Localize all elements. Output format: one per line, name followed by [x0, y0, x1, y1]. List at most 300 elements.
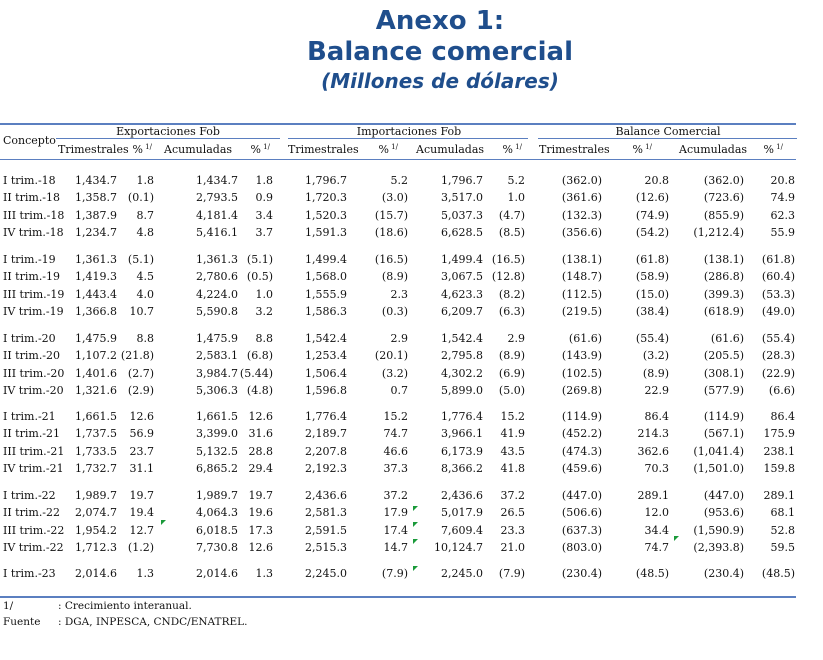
comment-marker-icon [413, 566, 418, 571]
table-cell: (60.4) [761, 270, 795, 284]
table-cell: (55.4) [635, 332, 669, 345]
table-cell: 3.7 [255, 226, 273, 240]
table-cell: 14.7 [383, 541, 408, 555]
note-text: : DGA, INPESCA, CNDC/ENATREL. [58, 616, 248, 628]
units-subtitle: (Millones de dólares) [321, 69, 559, 93]
row-label: I trim.-22 [3, 489, 56, 502]
table-cell: 2.3 [390, 287, 408, 301]
table-cell: (459.6) [561, 462, 602, 476]
table-cell: 19.7 [129, 489, 154, 502]
table-cell: 1,596.8 [305, 384, 347, 398]
table-cell: 12.7 [129, 523, 154, 537]
table-cell: (953.6) [703, 506, 744, 520]
table-cell: 1,989.7 [75, 489, 117, 502]
table-cell: 2,583.1 [196, 349, 238, 363]
row-label: II trim.-20 [3, 349, 61, 363]
table-cell: (5.0) [498, 384, 525, 398]
table-cell: 8.8 [255, 332, 273, 345]
note-key: Fuente [3, 616, 41, 628]
table-cell: 17.4 [383, 523, 408, 537]
table-cell: (5.1) [246, 253, 273, 266]
table-cell: 4.8 [136, 226, 154, 240]
table-rule [288, 138, 528, 139]
table-cell: (3.0) [381, 191, 408, 205]
table-cell: (4.7) [498, 208, 525, 222]
header-pct-symbol: % [502, 143, 513, 156]
row-label: III trim.-22 [3, 523, 65, 537]
table-cell: (2.9) [127, 384, 154, 398]
table-cell: 3,517.0 [441, 191, 483, 205]
table-cell: 12.6 [248, 410, 273, 423]
table-cell: 3,984.7 [196, 366, 238, 380]
table-cell: 1,720.3 [305, 191, 347, 205]
header-concepto: Concepto [3, 134, 56, 147]
table-cell: (2.7) [127, 366, 154, 380]
header-pct [616, 143, 652, 156]
table-cell: 1,107.2 [75, 349, 117, 363]
table-cell: 15.2 [383, 410, 408, 423]
table-cell: (219.5) [561, 305, 602, 319]
table-cell: 20.8 [644, 174, 669, 187]
table-cell: 19.7 [248, 489, 273, 502]
table-cell: 21.0 [500, 541, 525, 555]
header-pct-footnote: 1/ [388, 143, 398, 151]
table-cell: 1,568.0 [305, 270, 347, 284]
table-cell: (8.9) [642, 366, 669, 380]
table-cell: (1,041.4) [693, 444, 744, 458]
table-cell: (8.2) [498, 287, 525, 301]
row-label: II trim.-19 [3, 270, 61, 284]
table-cell: (474.3) [561, 444, 602, 458]
table-cell: 1,661.5 [75, 410, 117, 423]
table-cell: 22.9 [644, 384, 669, 398]
table-cell: (16.5) [374, 253, 408, 266]
table-cell: (143.9) [561, 349, 602, 363]
table-cell: 2,245.0 [441, 567, 483, 580]
table-cell: 8.7 [136, 208, 154, 222]
header-acumuladas: Acumuladas [679, 143, 748, 156]
table-cell: (447.0) [561, 489, 602, 502]
table-cell: (5.1) [127, 253, 154, 266]
table-cell: (637.3) [561, 523, 602, 537]
header-pct [486, 143, 522, 156]
table-cell: 5,132.5 [196, 444, 238, 458]
table-cell: 74.7 [644, 541, 669, 555]
header-pct-symbol: % [378, 143, 389, 156]
table-cell: 2,436.6 [305, 489, 347, 502]
row-label: I trim.-23 [3, 567, 56, 580]
header-pct-footnote: 1/ [773, 143, 783, 151]
table-cell: 8.8 [136, 332, 154, 345]
table-cell: 1,361.3 [75, 253, 117, 266]
table-cell: 43.5 [500, 444, 525, 458]
table-cell: (61.6) [568, 332, 602, 345]
comment-marker-icon [161, 520, 166, 525]
table-cell: (362.0) [561, 174, 602, 187]
header-pct-footnote: 1/ [512, 143, 522, 151]
table-cell: (55.4) [761, 332, 795, 345]
table-cell: 6,173.9 [441, 444, 483, 458]
table-cell: (7.9) [381, 567, 408, 580]
header-group-0: Exportaciones Fob [116, 125, 220, 138]
table-cell: 2,795.8 [441, 349, 483, 363]
table-rule [0, 159, 796, 160]
table-cell: 1,591.3 [305, 226, 347, 240]
table-rule [538, 138, 797, 139]
table-cell: (138.1) [703, 253, 744, 266]
header-pct [362, 143, 398, 156]
header-pct-footnote: 1/ [260, 143, 270, 151]
header-pct-footnote: 1/ [642, 143, 652, 151]
table-cell: (54.2) [635, 226, 669, 240]
table-cell: (21.8) [120, 349, 154, 363]
table-cell: (15.7) [374, 208, 408, 222]
table-cell: (362.0) [703, 174, 744, 187]
table-cell: 2,436.6 [441, 489, 483, 502]
table-cell: (22.9) [761, 366, 795, 380]
row-label: IV trim.-18 [3, 226, 64, 240]
table-cell: 68.1 [770, 506, 795, 520]
table-cell: (0.3) [381, 305, 408, 319]
header-trimestrales: Trimestrales [288, 143, 359, 156]
table-cell: 1,542.4 [441, 332, 483, 345]
header-group-2: Balance Comercial [615, 125, 721, 138]
table-cell: 29.4 [248, 462, 273, 476]
table-cell: (53.3) [761, 287, 795, 301]
row-label: III trim.-21 [3, 444, 65, 458]
table-cell: (15.0) [635, 287, 669, 301]
table-cell: 1,954.2 [75, 523, 117, 537]
table-cell: 6,628.5 [441, 226, 483, 240]
table-cell: (5.44) [239, 366, 273, 380]
table-cell: 1,358.7 [75, 191, 117, 205]
table-cell: 31.6 [248, 427, 273, 441]
table-cell: 2,581.3 [305, 506, 347, 520]
table-cell: (6.6) [768, 384, 795, 398]
table-cell: (114.9) [561, 410, 602, 423]
table-cell: 2,591.5 [305, 523, 347, 537]
table-cell: 31.1 [129, 462, 154, 476]
table-cell: 26.5 [500, 506, 525, 520]
table-cell: 1,733.5 [75, 444, 117, 458]
table-cell: 2,074.7 [75, 506, 117, 520]
row-label: IV trim.-22 [3, 541, 64, 555]
table-cell: (12.8) [491, 270, 525, 284]
table-cell: (138.1) [561, 253, 602, 266]
table-cell: 23.7 [129, 444, 154, 458]
table-cell: 3,966.1 [441, 427, 483, 441]
header-trimestrales: Trimestrales [58, 143, 129, 156]
table-cell: (6.8) [246, 349, 273, 363]
table-cell: 5,017.9 [441, 506, 483, 520]
table-cell: 1,555.9 [305, 287, 347, 301]
table-cell: (803.0) [561, 541, 602, 555]
table-cell: (577.9) [703, 384, 744, 398]
table-cell: 1,732.7 [75, 462, 117, 476]
table-cell: 1,499.4 [441, 253, 483, 266]
comment-marker-icon [413, 522, 418, 527]
table-cell: 55.9 [770, 226, 795, 240]
table-cell: 41.8 [500, 462, 525, 476]
table-cell: (148.7) [561, 270, 602, 284]
header-pct-footnote: 1/ [142, 143, 152, 151]
row-label: IV trim.-19 [3, 305, 64, 319]
row-label: II trim.-22 [3, 506, 61, 520]
table-cell: 23.3 [500, 523, 525, 537]
table-cell: 1,387.9 [75, 208, 117, 222]
table-cell: 1,366.8 [75, 305, 117, 319]
table-cell: (399.3) [703, 287, 744, 301]
table-cell: (723.6) [703, 191, 744, 205]
table-cell: 3,067.5 [441, 270, 483, 284]
table-cell: 41.9 [500, 427, 525, 441]
table-cell: 1,661.5 [196, 410, 238, 423]
table-cell: (8.9) [498, 349, 525, 363]
table-cell: 4,181.4 [196, 208, 238, 222]
row-label: I trim.-20 [3, 332, 56, 345]
table-cell: 74.9 [770, 191, 795, 205]
annex-title: Anexo 1: [375, 6, 505, 36]
header-pct [747, 143, 783, 156]
table-cell: 12.6 [248, 541, 273, 555]
table-cell: 1.8 [255, 174, 273, 187]
table-cell: 0.9 [255, 191, 273, 205]
comment-marker-icon [413, 539, 418, 544]
table-cell: 1,475.9 [75, 332, 117, 345]
table-cell: 1,321.6 [75, 384, 117, 398]
table-cell: (452.2) [561, 427, 602, 441]
table-cell: (48.5) [635, 567, 669, 580]
table-cell: 1,796.7 [441, 174, 483, 187]
table-cell: 70.3 [644, 462, 669, 476]
row-label: I trim.-19 [3, 253, 56, 266]
table-cell: 289.1 [637, 489, 669, 502]
table-cell: 1,712.3 [75, 541, 117, 555]
table-cell: 4,224.0 [196, 287, 238, 301]
table-cell: 1,443.4 [75, 287, 117, 301]
table-cell: 4.5 [136, 270, 154, 284]
table-cell: (49.0) [761, 305, 795, 319]
table-cell: (205.5) [703, 349, 744, 363]
table-cell: (3.2) [381, 366, 408, 380]
table-cell: 2,207.8 [305, 444, 347, 458]
table-cell: 2,189.7 [305, 427, 347, 441]
table-cell: 2,192.3 [305, 462, 347, 476]
table-cell: 5.2 [390, 174, 408, 187]
table-cell: 1.8 [136, 174, 154, 187]
table-cell: 46.6 [383, 444, 408, 458]
table-cell: 1,776.4 [305, 410, 347, 423]
table-cell: (1.2) [127, 541, 154, 555]
table-cell: 1.3 [255, 567, 273, 580]
table-cell: (132.3) [561, 208, 602, 222]
table-cell: 7,730.8 [196, 541, 238, 555]
table-cell: 175.9 [763, 427, 795, 441]
table-cell: (6.9) [498, 366, 525, 380]
header-acumuladas: Acumuladas [164, 143, 233, 156]
table-cell: 3.2 [255, 305, 273, 319]
row-label: III trim.-18 [3, 208, 65, 222]
table-cell: (58.9) [635, 270, 669, 284]
row-label: IV trim.-20 [3, 384, 64, 398]
table-cell: (114.9) [703, 410, 744, 423]
row-label: I trim.-18 [3, 174, 56, 187]
table-cell: 1,434.7 [75, 174, 117, 187]
table-cell: 1,542.4 [305, 332, 347, 345]
table-cell: 19.4 [129, 506, 154, 520]
table-cell: (20.1) [374, 349, 408, 363]
table-cell: 52.8 [770, 523, 795, 537]
table-cell: (38.4) [635, 305, 669, 319]
table-cell: (61.8) [635, 253, 669, 266]
table-cell: 2,014.6 [196, 567, 238, 580]
table-cell: (28.3) [761, 349, 795, 363]
table-cell: (2,393.8) [693, 541, 744, 555]
table-cell: 12.0 [644, 506, 669, 520]
table-cell: 59.5 [770, 541, 795, 555]
table-cell: (7.9) [498, 567, 525, 580]
table-cell: 5,416.1 [196, 226, 238, 240]
table-cell: 1,586.3 [305, 305, 347, 319]
table-cell: 1.0 [255, 287, 273, 301]
table-cell: 2,780.6 [196, 270, 238, 284]
table-cell: 15.2 [500, 410, 525, 423]
table-cell: (16.5) [491, 253, 525, 266]
table-cell: 4,064.3 [196, 506, 238, 520]
table-cell: (308.1) [703, 366, 744, 380]
table-cell: 1,401.6 [75, 366, 117, 380]
table-cell: (18.6) [374, 226, 408, 240]
title-block [0, 6, 823, 94]
table-cell: 1,234.7 [75, 226, 117, 240]
table-cell: 20.8 [770, 174, 795, 187]
header-acumuladas: Acumuladas [416, 143, 485, 156]
table-cell: 7,609.4 [441, 523, 483, 537]
table-cell: 1,475.9 [196, 332, 238, 345]
table-cell: (286.8) [703, 270, 744, 284]
table-cell: (8.5) [498, 226, 525, 240]
table-cell: 5.2 [507, 174, 525, 187]
table-cell: 362.6 [637, 444, 669, 458]
table-cell: (567.1) [703, 427, 744, 441]
table-cell: 74.7 [383, 427, 408, 441]
table-rule [0, 596, 796, 598]
table-cell: 28.8 [248, 444, 273, 458]
table-cell: 12.6 [129, 410, 154, 423]
header-trimestrales: Trimestrales [539, 143, 610, 156]
table-cell: 1,796.7 [305, 174, 347, 187]
table-cell: 86.4 [770, 410, 795, 423]
table-cell: 5,306.3 [196, 384, 238, 398]
header-group-1: Importaciones Fob [356, 125, 462, 138]
table-cell: 1,737.5 [75, 427, 117, 441]
table-cell: (0.1) [127, 191, 154, 205]
table-cell: 1,989.7 [196, 489, 238, 502]
table-title: Balance comercial [306, 37, 574, 67]
table-cell: (61.6) [710, 332, 744, 345]
header-pct [234, 143, 270, 156]
table-cell: (6.3) [498, 305, 525, 319]
table-cell: 1,361.3 [196, 253, 238, 266]
table-cell: 37.2 [383, 489, 408, 502]
table-cell: 5,037.3 [441, 208, 483, 222]
row-label: II trim.-21 [3, 427, 61, 441]
table-cell: (1,501.0) [693, 462, 744, 476]
table-cell: (61.8) [761, 253, 795, 266]
table-cell: 37.2 [500, 489, 525, 502]
table-cell: (112.5) [561, 287, 602, 301]
table-cell: 17.9 [383, 506, 408, 520]
table-cell: (855.9) [703, 208, 744, 222]
table-cell: 2.9 [390, 332, 408, 345]
table-cell: 2,014.6 [75, 567, 117, 580]
note-key: 1/ [3, 600, 14, 612]
table-cell: 4,302.2 [441, 366, 483, 380]
table-cell: (8.9) [381, 270, 408, 284]
table-cell: (1,590.9) [693, 523, 744, 537]
table-cell: 17.3 [248, 523, 273, 537]
table-cell: 6,018.5 [196, 523, 238, 537]
table-cell: (48.5) [761, 567, 795, 580]
table-cell: 34.4 [644, 523, 669, 537]
table-cell: 1,776.4 [441, 410, 483, 423]
row-label: III trim.-20 [3, 366, 65, 380]
table-cell: 289.1 [763, 489, 795, 502]
header-pct-symbol: % [132, 143, 143, 156]
table-cell: (230.4) [703, 567, 744, 580]
row-label: II trim.-18 [3, 191, 61, 205]
table-cell: (4.8) [246, 384, 273, 398]
comment-marker-icon [413, 506, 418, 511]
row-label: I trim.-21 [3, 410, 56, 423]
table-cell: 3,399.0 [196, 427, 238, 441]
table-cell: (0.5) [246, 270, 273, 284]
table-cell: 5,899.0 [441, 384, 483, 398]
table-cell: 4.0 [136, 287, 154, 301]
header-pct-symbol: % [763, 143, 774, 156]
table-cell: (102.5) [561, 366, 602, 380]
table-cell: 1,520.3 [305, 208, 347, 222]
table-cell: 214.3 [637, 427, 669, 441]
header-pct-symbol: % [632, 143, 643, 156]
table-cell: 2,793.5 [196, 191, 238, 205]
table-cell: 6,865.2 [196, 462, 238, 476]
table-cell: 2,515.3 [305, 541, 347, 555]
table-rule [56, 138, 280, 139]
table-cell: 1.0 [507, 191, 525, 205]
table-cell: 8,366.2 [441, 462, 483, 476]
table-cell: (356.6) [561, 226, 602, 240]
table-cell: 86.4 [644, 410, 669, 423]
table-cell: 1,419.3 [75, 270, 117, 284]
table-cell: 159.8 [763, 462, 795, 476]
table-cell: (12.6) [635, 191, 669, 205]
table-cell: (269.8) [561, 384, 602, 398]
table-cell: 5,590.8 [196, 305, 238, 319]
table-cell: (618.9) [703, 305, 744, 319]
header-pct-symbol: % [250, 143, 261, 156]
table-cell: 1,499.4 [305, 253, 347, 266]
table-cell: 1.3 [136, 567, 154, 580]
table-cell: 0.7 [390, 384, 408, 398]
table-cell: 1,253.4 [305, 349, 347, 363]
table-cell: (1,212.4) [693, 226, 744, 240]
note-text: : Crecimiento interanual. [58, 600, 192, 612]
table-cell: 2,245.0 [305, 567, 347, 580]
table-cell: 10.7 [129, 305, 154, 319]
table-cell: 10,124.7 [434, 541, 483, 555]
table-cell: (74.9) [635, 208, 669, 222]
